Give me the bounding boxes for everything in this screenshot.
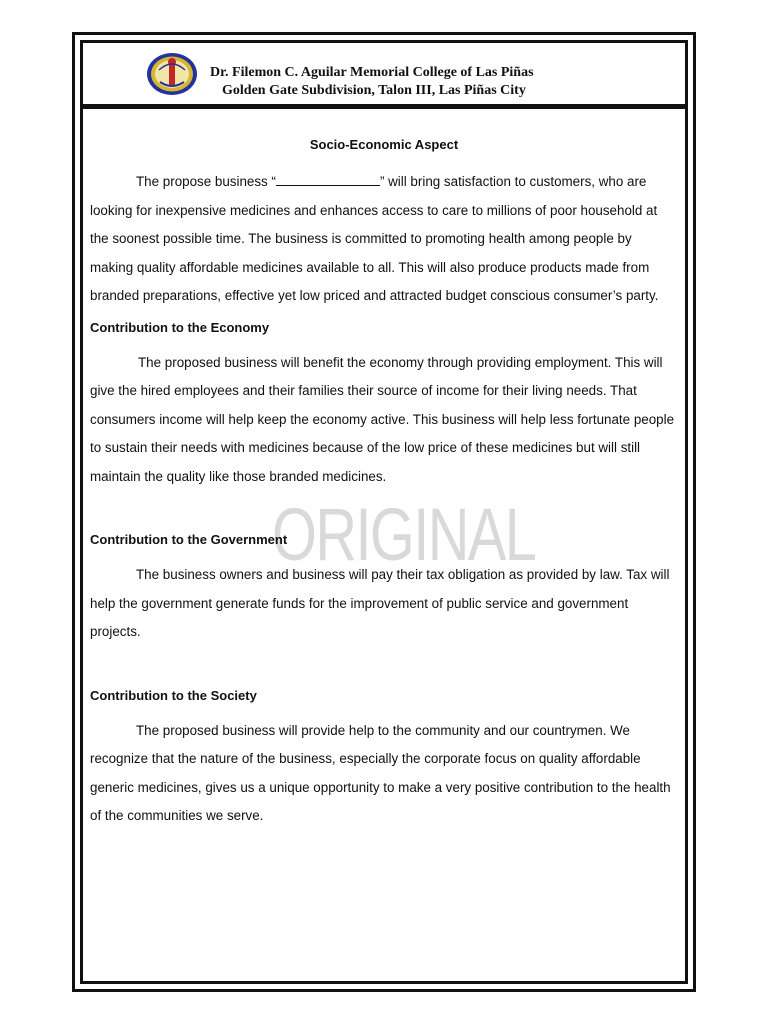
college-address: Golden Gate Subdivision, Talon III, Las Piñas City <box>222 83 526 98</box>
section-heading-government: Contribution to the Government <box>90 532 288 547</box>
intro-text-before-blank: The propose business “ <box>136 174 276 189</box>
document-title: Socio-Economic Aspect <box>309 137 459 152</box>
document-body <box>90 134 678 831</box>
section-body-society: The proposed business will provide help to the community and our countrymen. We recognize that the nature of the business, especially the corporate focus on quality affordable generic medicines, gives us a unique opportunity to make a very positive contribution to the health of the communities we serve. <box>90 722 671 823</box>
section-heading-economy: Contribution to the Economy <box>90 319 270 335</box>
business-name-blank <box>276 174 380 186</box>
college-name: Dr. Filemon C. Aguilar Memorial College of Las Piñas <box>210 65 534 80</box>
section-body-economy: The proposed business will benefit the economy through providing employment. This will give the hired employees and their families their source of income for their living needs. That consumers income will help keep the economy active. This business will help less fortunate people to sustain their needs with medicines because of the low price of these medicines but will still maintain the quality like those branded medicines. <box>90 354 675 484</box>
section-heading-society: Contribution to the Society <box>90 687 257 703</box>
original-watermark: ORIGINAL <box>272 493 536 576</box>
section-body-government: The business owners and business will pay their tax obligation as provided by law. Tax will help the government generate funds for the improvement of public service and government projects. <box>90 567 670 639</box>
intro-paragraph <box>90 168 678 311</box>
intro-text-after-blank: ” will bring satisfaction to customers, who are looking for inexpensive medicines and enhances access to care to millions of poor household at the soonest possible time. The business is committed to promoting health among people by making quality affordable medicines available to all. This will also produce products made from branded preparations, effective yet low priced and attracted budget conscious consumer’s party. <box>90 174 659 303</box>
letterhead-divider <box>83 104 685 109</box>
college-seal-icon <box>146 52 198 96</box>
